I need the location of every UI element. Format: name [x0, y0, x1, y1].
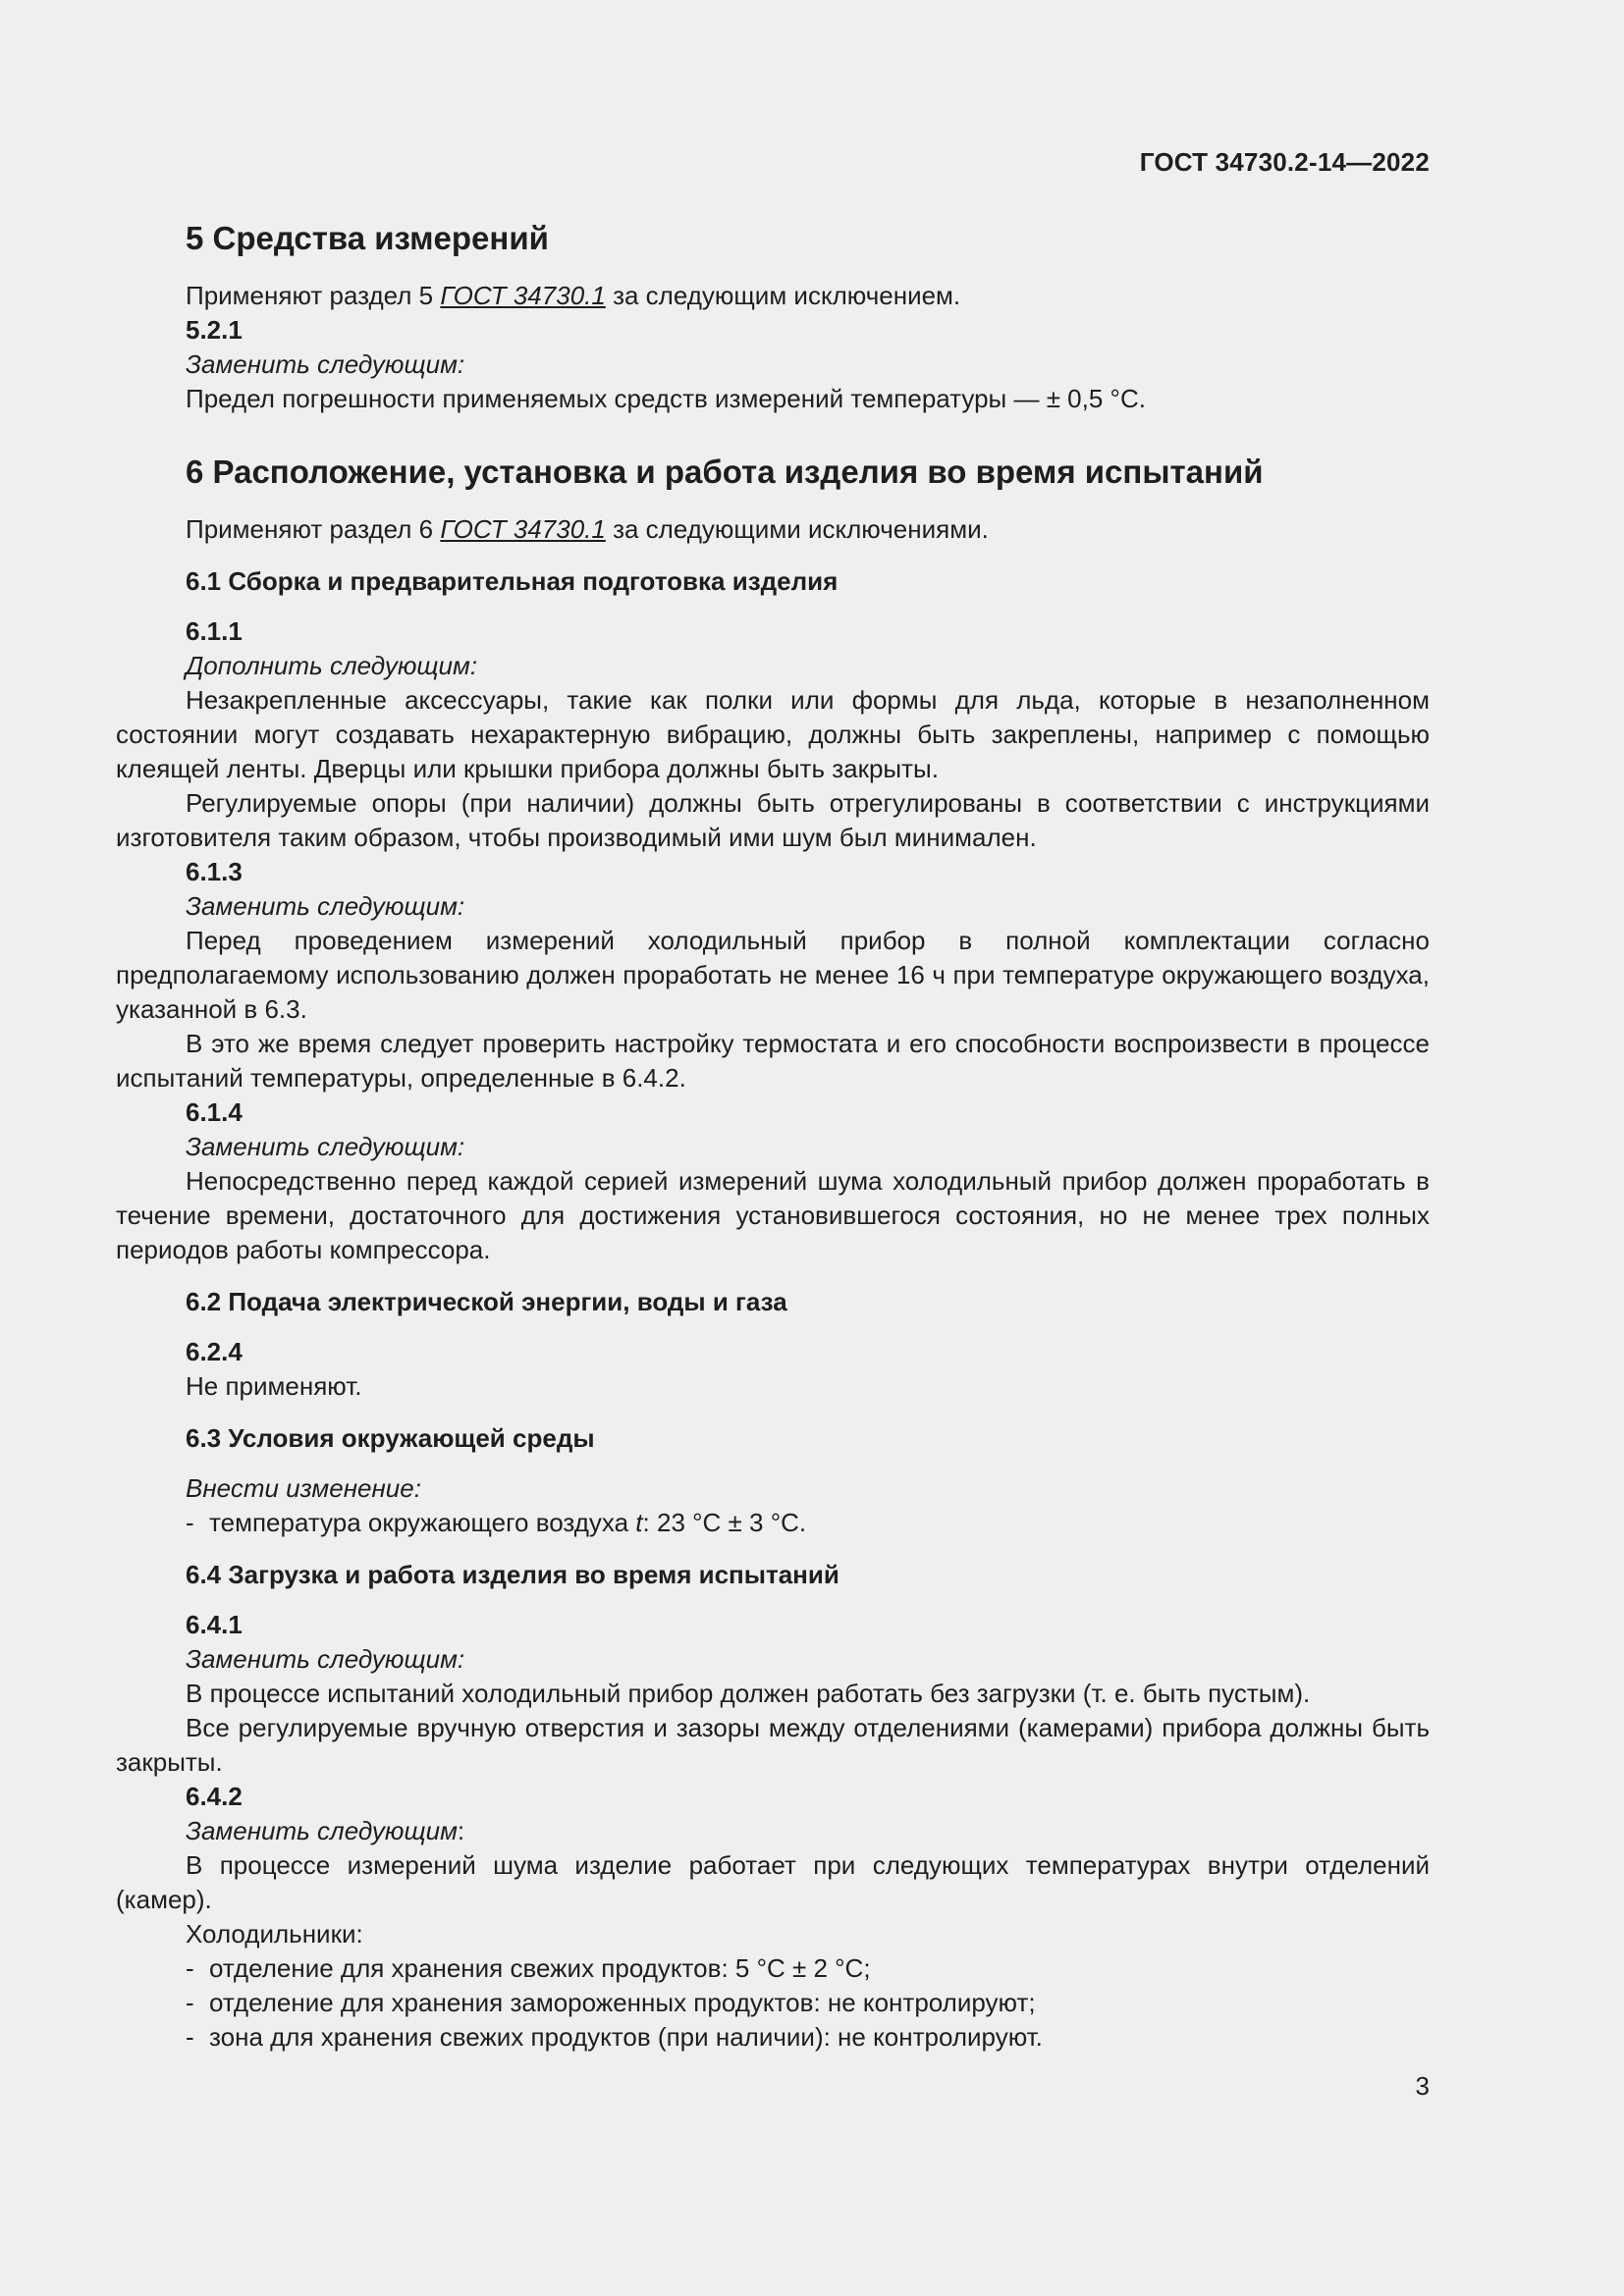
intro-text: Применяют раздел 6	[186, 514, 441, 544]
clause-number: 6.4.1	[186, 1610, 243, 1639]
clause-paragraph: Регулируемые опоры (при наличии) должны быть отрегулированы в соответствии с инструкциями изготовителя таким образом, чтобы производимый ими шум был минимален.	[116, 788, 1430, 852]
amendment-instruction	[116, 1814, 1430, 1848]
section-6-intro	[116, 512, 1430, 547]
clause-paragraph: Незакрепленные аксессуары, такие как полки или формы для льда, которые в незаполненном состоянии могут создавать нехарактерную вибрацию, должны быть закреплены, например с помощью клеящей ленты. Дверцы или крышки прибора должны быть закрыты.	[116, 685, 1430, 783]
list-item	[116, 2020, 1430, 2055]
clause-number: 6.1.3	[186, 857, 243, 886]
clause-paragraph: В процессе испытаний холодильный прибор должен работать без загрузки (т. е. быть пустым).	[186, 1679, 1311, 1708]
amendment-instruction: Заменить следующим:	[186, 349, 465, 379]
list-dash: -	[186, 1988, 194, 2017]
clause-paragraph: Перед проведением измерений холодильный прибор в полной комплектации согласно предполагаемому использованию должен проработать не менее 16 ч при температуре окружающего воздуха, указанной в 6.3.	[116, 926, 1430, 1024]
section-5-title: 5 Средства измерений	[186, 220, 549, 256]
clause-text: Предел погрешности применяемых средств измерений температуры — ± 0,5 °С.	[186, 384, 1146, 413]
document-id: ГОСТ 34730.2-14—2022	[1139, 147, 1430, 177]
document-body	[116, 218, 1430, 2055]
amendment-instruction: Заменить следующим:	[186, 891, 465, 921]
page-number: 3	[1415, 2071, 1430, 2101]
subsection-6-3-title: 6.3 Условия окружающей среды	[186, 1423, 595, 1453]
clause-paragraph: Все регулируемые вручную отверстия и зазоры между отделениями (камерами) прибора должны быть закрыты.	[116, 1713, 1430, 1777]
list-dash: -	[186, 2022, 194, 2052]
section-6-title: 6 Расположение, установка и работа изделия во время испытаний	[186, 454, 1264, 490]
variable-symbol: t	[635, 1508, 643, 1537]
list-item-text: зона для хранения свежих продуктов (при наличии): не контролируют.	[209, 2022, 1043, 2052]
clause-paragraph: Непосредственно перед каждой серией измерений шума холодильный прибор должен проработать в течение времени, достаточного для достижения установившегося состояния, но не менее трех полных периодов работы компрессора.	[116, 1166, 1430, 1264]
list-item	[116, 1986, 1430, 2020]
list-heading: Холодильники:	[186, 1919, 363, 1949]
standard-reference-link[interactable]: ГОСТ 34730.1	[440, 281, 606, 310]
intro-text: за следующими исключениями.	[605, 514, 989, 544]
clause-paragraph: В это же время следует проверить настройку термостата и его способности воспроизвести в процессе испытаний температуры, определенные в 6.4.2.	[116, 1029, 1430, 1093]
list-item-text: : 23 °С ± 3 °С.	[642, 1508, 807, 1537]
subsection-6-4-title: 6.4 Загрузка и работа изделия во время испытаний	[186, 1560, 839, 1589]
section-5-intro	[116, 279, 1430, 313]
list-item	[116, 1951, 1430, 1986]
list-dash: -	[186, 1508, 194, 1537]
intro-text: Применяют раздел 5	[186, 281, 441, 310]
list-item-text: температура окружающего воздуха	[209, 1508, 636, 1537]
clause-text: Не применяют.	[186, 1371, 362, 1401]
clause-number: 6.2.4	[186, 1337, 243, 1366]
clause-number: 6.4.2	[186, 1782, 243, 1811]
list-item-text: отделение для хранения замороженных продуктов: не контролируют;	[209, 1988, 1036, 2017]
intro-text: за следующим исключением.	[605, 281, 961, 310]
subsection-6-1-title: 6.1 Сборка и предварительная подготовка изделия	[186, 566, 839, 596]
list-item	[116, 1506, 1430, 1540]
amendment-instruction: Дополнить следующим:	[186, 651, 478, 680]
subsection-6-2-title: 6.2 Подача электрической энергии, воды и газа	[186, 1287, 787, 1316]
clause-number: 6.1.1	[186, 616, 243, 646]
amendment-instruction: Внести изменение:	[186, 1473, 421, 1503]
list-item-text: отделение для хранения свежих продуктов: 5 °С ± 2 °С;	[209, 1953, 871, 1983]
clause-number: 6.1.4	[186, 1097, 243, 1127]
amendment-instruction: Заменить следующим:	[186, 1644, 465, 1674]
colon: :	[457, 1816, 465, 1845]
clause-number: 5.2.1	[186, 315, 243, 345]
standard-reference-link[interactable]: ГОСТ 34730.1	[440, 514, 606, 544]
list-dash: -	[186, 1953, 194, 1983]
clause-paragraph: В процессе измерений шума изделие работает при следующих температурах внутри отделений (камер).	[116, 1850, 1430, 1914]
amendment-instruction: Заменить следующим:	[186, 1132, 465, 1161]
amendment-instruction-text: Заменить следующим	[186, 1816, 458, 1845]
